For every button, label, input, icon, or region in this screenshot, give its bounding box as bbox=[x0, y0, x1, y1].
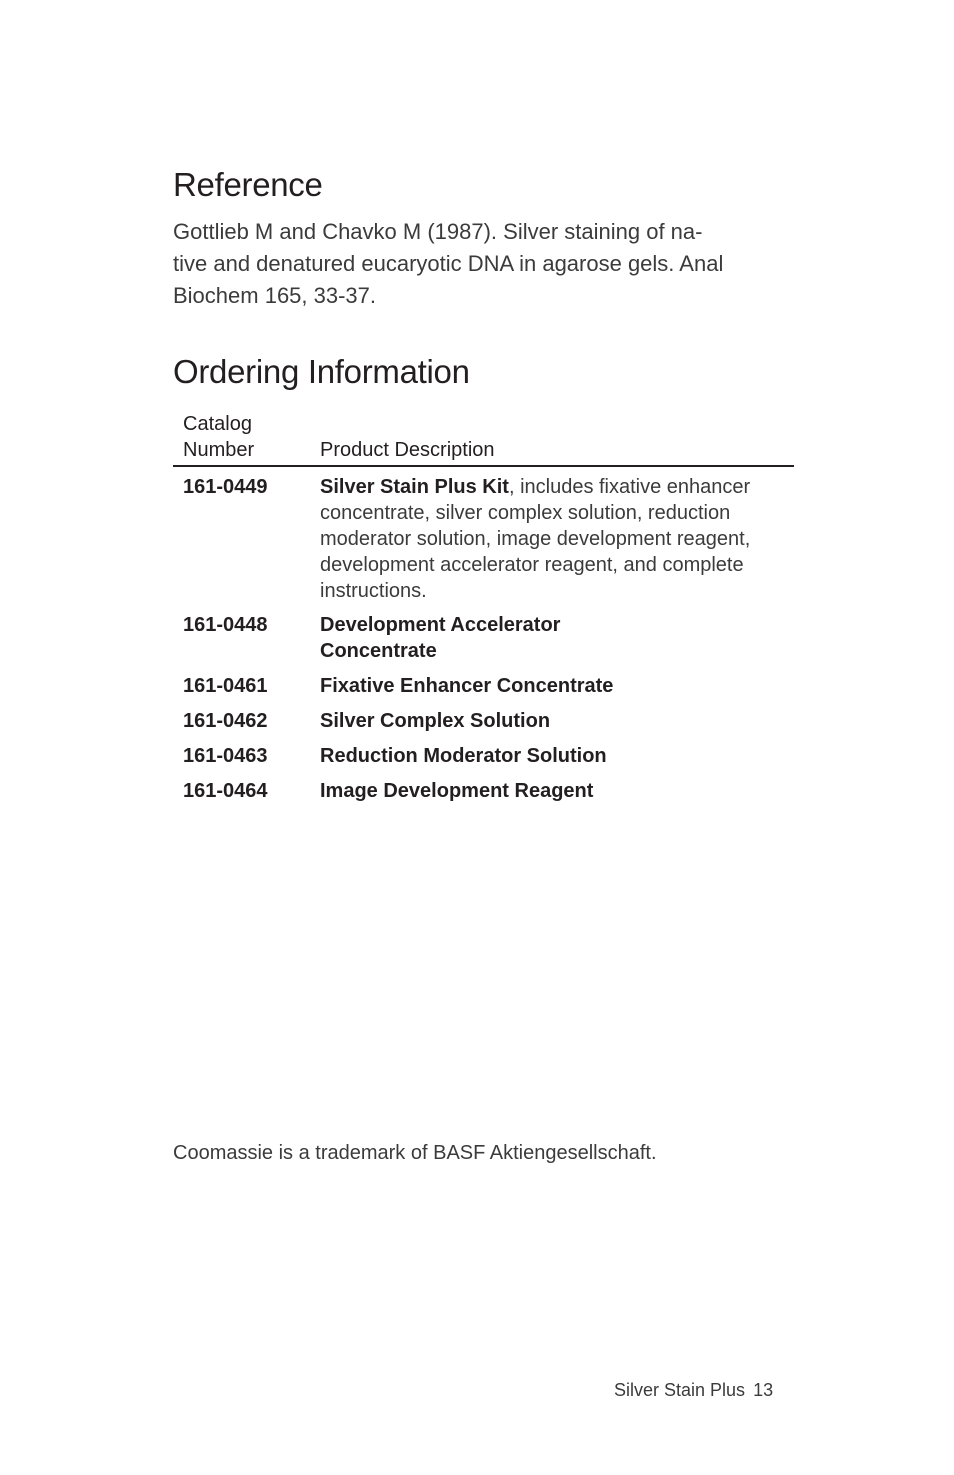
catalog-number: 161-0464 bbox=[183, 780, 268, 802]
catalog-number: 161-0463 bbox=[183, 745, 268, 767]
table-row bbox=[173, 743, 794, 769]
catalog-header-line: Catalog bbox=[183, 413, 252, 435]
number-header-line: Number bbox=[183, 439, 255, 461]
table-row bbox=[173, 474, 794, 604]
trademark-footnote: Coomassie is a trademark of BASF Aktiengesellschaft. bbox=[173, 1142, 657, 1164]
product-detail: instructions. bbox=[320, 580, 427, 602]
product-description bbox=[320, 474, 794, 604]
product-detail: , includes fixative enhancer bbox=[508, 476, 751, 498]
citation-line: Biochem 165, 33-37. bbox=[173, 283, 377, 308]
product-name: Image Development Reagent bbox=[320, 780, 594, 802]
product-detail: concentrate, silver complex solution, reduction bbox=[320, 502, 731, 524]
product-description-header: Product Description bbox=[320, 439, 495, 461]
reference-citation bbox=[173, 216, 773, 312]
table-row bbox=[173, 612, 794, 664]
product-name: Development Accelerator bbox=[320, 614, 561, 636]
catalog-number: 161-0461 bbox=[183, 675, 268, 697]
page-number: 13 bbox=[753, 1380, 774, 1400]
product-name: Fixative Enhancer Concentrate bbox=[320, 675, 614, 697]
table-row bbox=[173, 673, 794, 699]
table-row bbox=[173, 708, 794, 734]
citation-line: Gottlieb M and Chavko M (1987). Silver staining of na- bbox=[173, 219, 703, 244]
product-detail: moderator solution, image development reagent, bbox=[320, 528, 751, 550]
catalog-number: 161-0448 bbox=[183, 614, 268, 636]
table-row bbox=[173, 778, 794, 804]
product-description bbox=[320, 612, 794, 664]
page-footer bbox=[614, 1378, 773, 1402]
ordering-information-heading: Ordering Information bbox=[173, 353, 470, 390]
product-name: Reduction Moderator Solution bbox=[320, 745, 607, 767]
product-name: Concentrate bbox=[320, 640, 437, 662]
product-detail: development accelerator reagent, and complete bbox=[320, 554, 744, 576]
citation-line: tive and denatured eucaryotic DNA in agarose gels. Anal bbox=[173, 251, 724, 276]
table-header bbox=[173, 411, 794, 467]
footer-title: Silver Stain Plus bbox=[614, 1380, 746, 1400]
catalog-number-header bbox=[183, 411, 254, 463]
catalog-number: 161-0462 bbox=[183, 710, 268, 732]
product-name: Silver Complex Solution bbox=[320, 710, 551, 732]
reference-heading: Reference bbox=[173, 166, 323, 203]
catalog-number: 161-0449 bbox=[183, 476, 268, 498]
ordering-table bbox=[173, 411, 794, 804]
product-name: Silver Stain Plus Kit bbox=[320, 476, 509, 498]
